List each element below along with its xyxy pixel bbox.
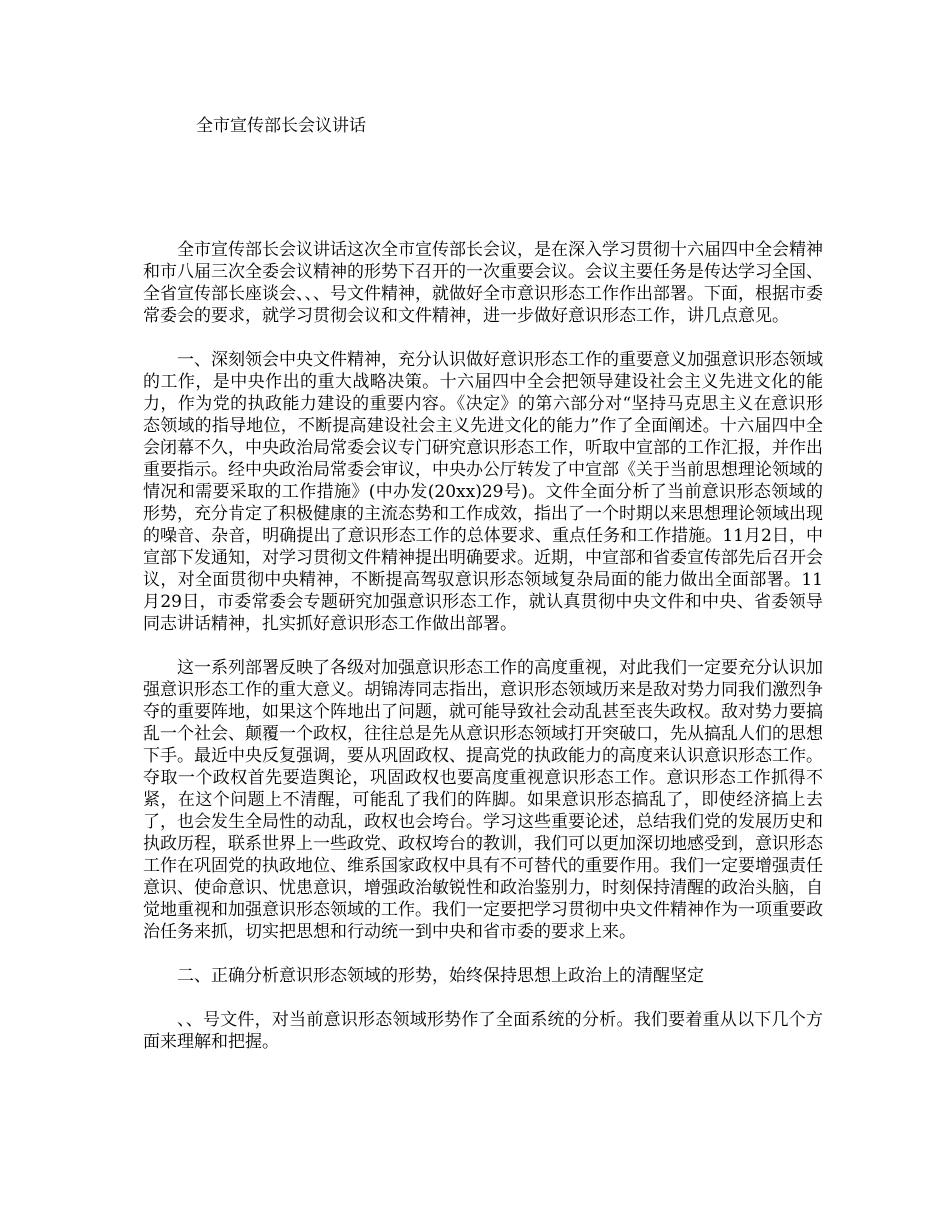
paragraph-section-two-heading: 二、正确分析意识形态领域的形势，始终保持思想上政治上的清醒坚定 [177, 966, 704, 986]
paragraph-section-two-intro: 、、号文件，对当前意识形态领域形势作了全面系统的分析。我们要着重从以下几个方面来理解和把握。 [143, 1010, 823, 1052]
paragraph-section-one: 一、深刻领会中央文件精神，充分认识做好意识形态工作的重要意义加强意识形态领域的工作，是中央作出的重大战略决策。十六届四中全会把领导建设社会主义先进文化的能力，作为党的执政能力建设的重要内容。《决定》的第六部分对“坚持马克思主义在意识形态领域的指导地位，不断提高建设社会主义先进文化的能力”作了全面阐述。十六届四中全会闭幕不久，中央政治局常委会议专门研究意识形态工作，听取中宣部的工作汇报，并作出重要指示。经中央政治局常委会审议，中央办公厅转发了中宣部《关于当前思想理论领域的情况和需要采取的工作措施》(中办发(20xx)29号)。文件全面分析了当前意识形态领域的形势，充分肯定了积极健康的主流态势和工作成效，指出了一个时期以来思想理论领域出现的噪音、杂音，明确提出了意识形态工作的总体要求、重点任务和工作措施。11月2日，中宣部下发通知，对学习贯彻文件精神提出明确要求。近期，中宣部和省委宣传部先后召开会议，对全面贯彻中央精神，不断提高驾驭意识形态领域复杂局面的能力做出全面部署。11月29日，市委常委会专题研究加强意识形态工作，就认真贯彻中央文件和中央、省委领导同志讲话精神，扎实抓好意识形态工作做出部署。 [143, 350, 823, 634]
document-body [143, 239, 823, 1075]
paragraph-intro: 全市宣传部长会议讲话这次全市宣传部长会议，是在深入学习贯彻十六届四中全会精神和市八届三次全委会议精神的形势下召开的一次重要会议。会议主要任务是传达学习全国、全省宣传部长座谈会、、、号文件精神，就做好全市意识形态工作作出部署。下面，根据市委常委会的要求，就学习贯彻会议和文件精神，进一步做好意识形态工作，讲几点意见。 [143, 240, 823, 326]
paragraph-significance: 这一系列部署反映了各级对加强意识形态工作的高度重视，对此我们一定要充分认识加强意识形态工作的重大意义。胡锦涛同志指出，意识形态领域历来是敌对势力同我们激烈争夺的重要阵地，如果这个阵地出了问题，就可能导致社会动乱甚至丧失政权。敌对势力要搞乱一个社会、颠覆一个政权，往往总是先从意识形态领域打开突破口，先从搞乱人们的思想下手。最近中央反复强调，要从巩固政权、提高党的执政能力的高度来认识意识形态工作。夺取一个政权首先要造舆论，巩固政权也要高度重视意识形态工作。意识形态工作抓得不紧，在这个问题上不清醒，可能乱了我们的阵脚。如果意识形态搞乱了，即使经济搞上去了，也会发生全局性的动乱，政权也会垮台。学习这些重要论述，总结我们党的发展历史和执政历程，联系世界上一些政党、政权垮台的教训，我们可以更加深切地感受到，意识形态工作在巩固党的执政地位、维系国家政权中具有不可替代的重要作用。我们一定要增强责任意识、使命意识、忧患意识，增强政治敏锐性和政治鉴别力，时刻保持清醒的政治头脑，自觉地重视和加强意识形态领域的工作。我们一定要把学习贯彻中央文件精神作为一项重要政治任务来抓，切实把思想和行动统一到中央和省市委的要求上来。 [143, 658, 823, 942]
document-title: 全市宣传部长会议讲话 [196, 116, 366, 136]
